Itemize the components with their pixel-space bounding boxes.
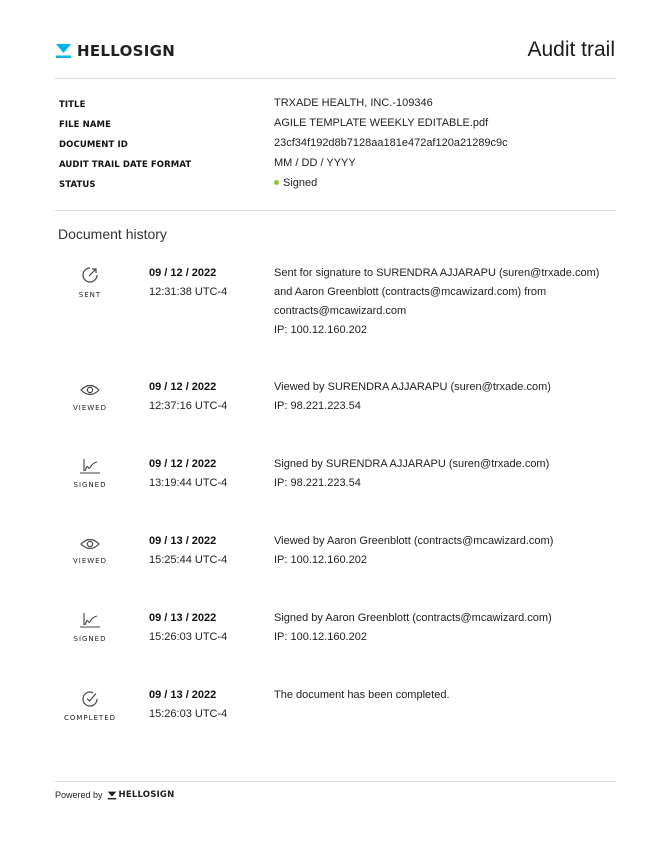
event-date: 09 / 12 / 2022 bbox=[149, 458, 217, 470]
status-text: Signed bbox=[283, 177, 318, 189]
brand-name: HELLOSIGN bbox=[77, 42, 176, 60]
event-date: 09 / 13 / 2022 bbox=[149, 689, 217, 701]
event-time: 15:25:44 UTC-4 bbox=[149, 554, 228, 566]
section-title-document-history: Document history bbox=[58, 226, 167, 242]
event-date: 09 / 13 / 2022 bbox=[149, 612, 217, 624]
event-detail-line: Viewed by Aaron Greenblott (contracts@mcawizard.com) bbox=[274, 535, 554, 547]
event-detail-line: Viewed by SURENDRA AJJARAPU (suren@trxade.com) bbox=[274, 381, 551, 393]
event-label-viewed: VIEWED bbox=[72, 557, 107, 565]
event-date: 09 / 12 / 2022 bbox=[149, 381, 217, 393]
event-label-signed: SIGNED bbox=[73, 635, 107, 643]
event-date: 09 / 13 / 2022 bbox=[149, 535, 217, 547]
event-ip-line: IP: 98.221.223.54 bbox=[274, 477, 361, 489]
event-label-completed: COMPLETED bbox=[63, 714, 117, 722]
meta-value-file-name: AGILE TEMPLATE WEEKLY EDITABLE.pdf bbox=[274, 117, 489, 129]
footer-divider bbox=[55, 781, 616, 782]
event-detail-line: Signed by SURENDRA AJJARAPU (suren@trxade.com) bbox=[274, 458, 550, 470]
event-detail-line: contracts@mcawizard.com bbox=[274, 305, 407, 317]
event-ip-line: IP: 100.12.160.202 bbox=[274, 631, 367, 643]
event-label-sent: SENT bbox=[78, 291, 102, 299]
signature-icon bbox=[72, 456, 108, 482]
event-ip-line: IP: 98.221.223.54 bbox=[274, 400, 361, 412]
event-time: 12:31:38 UTC-4 bbox=[149, 286, 228, 298]
meta-key-date-format: AUDIT TRAIL DATE FORMAT bbox=[59, 160, 192, 170]
event-ip-line: IP: 100.12.160.202 bbox=[274, 554, 367, 566]
powered-by-text: Powered by bbox=[55, 790, 103, 800]
meta-value-title: TRXADE HEALTH, INC.-109346 bbox=[274, 97, 433, 109]
footer bbox=[55, 790, 174, 800]
meta-key-document-id: DOCUMENT ID bbox=[59, 140, 128, 150]
event-time: 13:19:44 UTC-4 bbox=[149, 477, 228, 489]
event-detail-line: and Aaron Greenblott (contracts@mcawizard.com) from bbox=[274, 286, 547, 298]
status-dot-icon bbox=[274, 180, 279, 185]
header-divider bbox=[55, 78, 616, 79]
meta-value-date-format: MM / DD / YYYY bbox=[274, 157, 356, 169]
meta-key-status: STATUS bbox=[59, 180, 96, 190]
event-detail-line: The document has been completed. bbox=[274, 689, 450, 701]
event-label-signed: SIGNED bbox=[73, 481, 107, 489]
page-title: Audit trail bbox=[527, 38, 615, 61]
meta-divider bbox=[55, 210, 616, 211]
hellosign-logo bbox=[55, 42, 175, 60]
hellosign-logo-icon bbox=[55, 43, 72, 59]
event-time: 12:37:16 UTC-4 bbox=[149, 400, 228, 412]
meta-key-title: TITLE bbox=[59, 100, 86, 110]
event-label-viewed: VIEWED bbox=[72, 404, 107, 412]
event-ip-line: IP: 100.12.160.202 bbox=[274, 324, 367, 336]
meta-value-document-id: 23cf34f192d8b7128aa181e472af120a21289c9c bbox=[274, 137, 508, 149]
hellosign-footer-logo-icon bbox=[107, 791, 117, 800]
event-detail-line: Signed by Aaron Greenblott (contracts@mcawizard.com) bbox=[274, 612, 552, 624]
footer-brand: HELLOSIGN bbox=[118, 790, 175, 800]
event-date: 09 / 12 / 2022 bbox=[149, 267, 217, 279]
signature-icon bbox=[72, 610, 108, 636]
check-circle-icon bbox=[72, 688, 108, 714]
event-time: 15:26:03 UTC-4 bbox=[149, 631, 228, 643]
meta-key-file-name: FILE NAME bbox=[59, 120, 112, 130]
event-time: 15:26:03 UTC-4 bbox=[149, 708, 228, 720]
sent-icon bbox=[72, 264, 108, 290]
meta-value-status bbox=[274, 177, 317, 189]
event-detail-line: Sent for signature to SURENDRA AJJARAPU (suren@trxade.com) bbox=[274, 267, 600, 279]
